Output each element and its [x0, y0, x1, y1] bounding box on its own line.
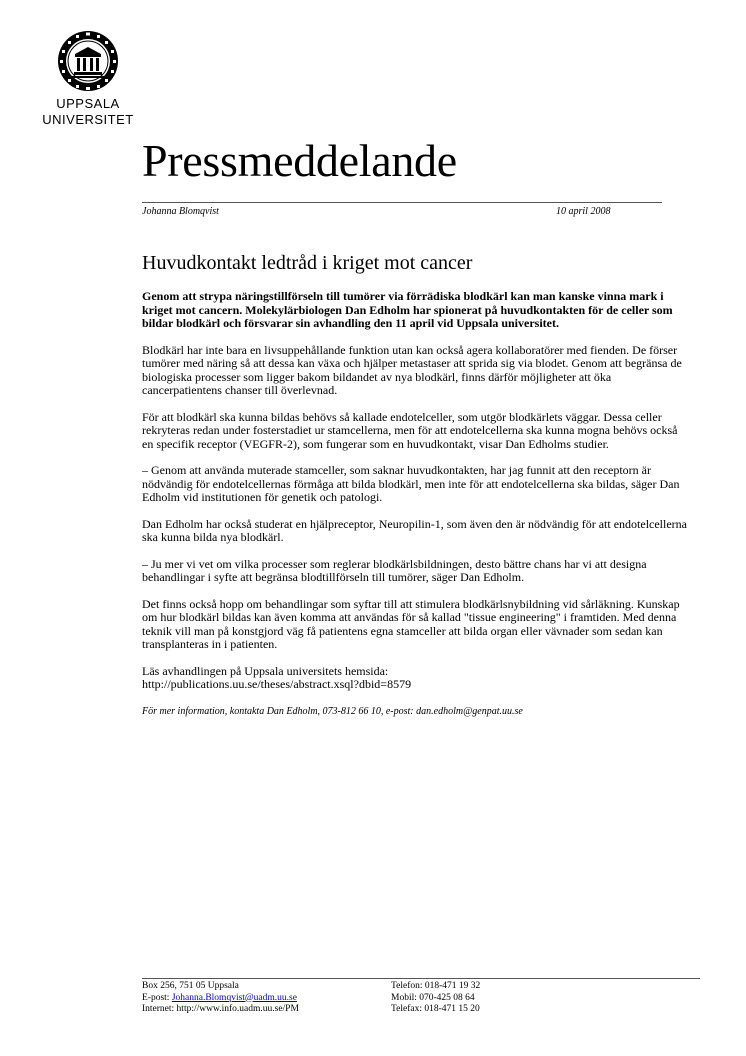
footer-email-label: E-post:: [142, 992, 172, 1003]
footer-divider: [142, 978, 700, 979]
body-paragraph: Det finns också hopp om behandlingar som syftar till att stimulera blodkärlsnybildning vid sårläkning. Kunskap om hur blodkärl bildas kan även komma att användas för så kallad "tissue engineering" i framtiden. Med denna teknik vill man på konstgjord väg få patientens egna stamceller att bilda organ eller vävnader som sedan kan transplanteras in i patienten.: [142, 596, 680, 651]
footer-address-block: [142, 981, 299, 1016]
body-paragraph: Blodkärl har inte bara en livsuppehållande funktion utan kan också agera kollaboratörer med fienden. De förser tumörer med näring så att dessa kan växa och hjälper metastaser att sprida sig via blodet. Genom att begränsa de biologiska processer som ligger bakom bildandet av nya blodkärl, finns därför möjligheter att öka cancerpatientens chanser till överlevnad.: [142, 342, 682, 397]
footer-fax: Telefax: 018-471 15 20: [391, 1004, 480, 1014]
logo-line-2: UNIVERSITET: [42, 112, 134, 127]
article-body: [142, 290, 690, 731]
footer-internet: Internet: http://www.info.uadm.uu.se/PM: [142, 1004, 299, 1014]
contact-info: För mer information, kontakta Dan Edholm, 073-812 66 10, e-post: dan.edholm@genpat.uu.se: [142, 705, 523, 717]
author-name: Johanna Blomqvist: [142, 206, 219, 217]
footer-mobile: Mobil: 070-425 08 64: [391, 992, 475, 1003]
page-title: Pressmeddelande: [142, 135, 457, 186]
body-paragraph: – Ju mer vi vet om vilka processer som reglerar blodkärlsbildningen, desto bättre chans har vi att designa behandlingar i syfte att begränsa blodtillförseln till tumörer, säger Dan Edholm.: [142, 556, 647, 584]
footer-address: Box 256, 751 05 Uppsala: [142, 981, 239, 991]
footer-email-link[interactable]: Johanna.Blomqvist@uadm.uu.se: [171, 992, 297, 1003]
footer-phone: Telefon: 018-471 19 32: [391, 981, 481, 991]
header-divider: [142, 202, 662, 203]
university-logo: [38, 30, 138, 128]
release-date: 10 april 2008: [556, 206, 611, 217]
logo-line-1: UPPSALA: [56, 96, 120, 111]
footer-phone-block: [391, 981, 480, 1016]
body-paragraph: Dan Edholm har också studerat en hjälpreceptor, Neuropilin-1, som även den är nödvändig för att endotelcellerna ska kunna bilda nya blodkärl.: [142, 516, 687, 544]
university-seal-icon: [57, 30, 119, 92]
thesis-intro: Läs avhandlingen på Uppsala universitets hemsida:: [142, 663, 389, 678]
footer-email-line: [142, 993, 299, 1005]
article-headline: Huvudkontakt ledtråd i kriget mot cancer: [142, 252, 473, 274]
thesis-reference: [142, 665, 690, 692]
thesis-link[interactable]: http://publications.uu.se/theses/abstract.xsql?dbid=8579: [142, 677, 412, 691]
body-paragraph: För att blodkärl ska kunna bildas behövs så kallade endotelceller, som utgör blodkärlets väggar. Dessa celler rekryteras redan under fosterstadiet ur stamcellerna, men för att endotelcellerna ska kunna mogna behövs också en specifik receptor (VEGFR-2), som fungerar som en huvudkontakt, visar Dan Edholms studier.: [142, 409, 678, 451]
lead-paragraph: Genom att strypa näringstillförseln till tumörer via förrädiska blodkärl kan man kanske vinna mark i kriget mot cancern. Molekylärbiologen Dan Edholm har spionerat på huvudkontakten för de celler som bildar blodkärl och försvarar sin avhandling den 11 april vid Uppsala universitet.: [142, 289, 673, 330]
body-paragraph: – Genom att använda muterade stamceller, som saknar huvudkontakten, har jag funnit att den receptorn är nödvändig för endotelcellernas förmåga att bilda blodkärl, men inte för att endotelcellerna ska bildas, säger Dan Edholm vid institutionen för genetik och patologi.: [142, 463, 680, 504]
